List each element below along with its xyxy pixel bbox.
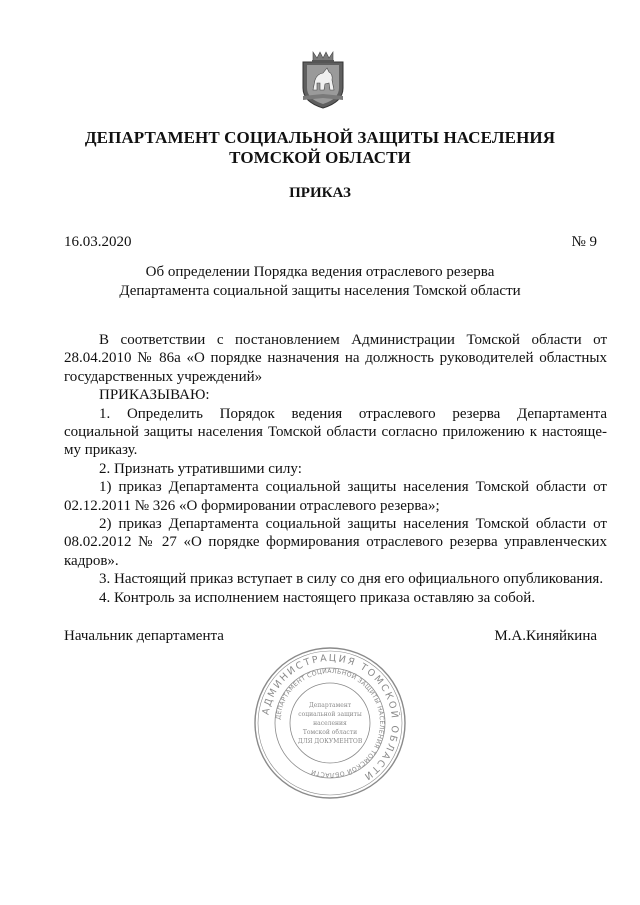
item-4: 4. Контроль за исполнением настоящего приказа оставляю за собой. <box>99 589 536 606</box>
signatory-role: Начальник департамента <box>64 628 224 644</box>
stamp-center-line1: Департамент <box>308 702 352 709</box>
coat-of-arms-icon <box>299 50 347 110</box>
department-name-line1: ДЕПАРТАМЕНТ СОЦИАЛЬНОЙ ЗАЩИТЫ НАСЕЛЕНИЯ <box>84 128 556 147</box>
document-date: 16.03.2020 <box>64 234 132 250</box>
official-stamp <box>252 645 408 801</box>
stamp-center-line2: социальной защиты <box>298 711 362 718</box>
preamble-paragraph: В соответствии с постановлением Администрации Томской области от 28.04.2010 № 86а «О порядке назначения на должность руководителей областных государственных учреждений» <box>64 332 607 385</box>
item-2: 2. Признать утратившими силу: <box>99 460 302 477</box>
stamp-inner-text: ДЕПАРТАМЕНТ СОЦИАЛЬНОЙ ЗАЩИТЫ НАСЕЛЕНИЯ ТОМСКОЙ ОБЛАСТИ <box>275 667 386 779</box>
order-word: ПРИКАЗЫВАЮ: <box>99 387 210 404</box>
document-number: № 9 <box>571 234 597 250</box>
signatory-name: М.А.Киняйкина <box>494 628 597 644</box>
item-3: 3. Настоящий приказ вступает в силу со дня его официального опубликования. <box>99 571 604 588</box>
department-name-line2: ТОМСКОЙ ОБЛАСТИ <box>229 148 411 167</box>
item-2-2: 2) приказ Департамента социальной защиты населения Томской области от 08.02.2012 № 27 «О порядке формирования отраслевого резерва управленческих кадров». <box>64 516 607 569</box>
stamp-outer-text: АДМИНИСТРАЦИЯ ТОМСКОЙ ОБЛАСТИ <box>260 652 401 783</box>
subject-line1: Об определении Порядка ведения отраслевого резерва <box>145 264 495 280</box>
document-type: ПРИКАЗ <box>289 185 351 201</box>
stamp-center-line3: населения <box>313 720 347 727</box>
stamp-center-line4: Томской области <box>302 729 358 736</box>
document-body <box>64 331 607 607</box>
item-1: 1. Определить Порядок ведения отраслевого резерва Департамента социальной защиты населения Томской области согласно приложению к настояще-му приказу. <box>64 405 607 459</box>
subject-line2: Департамента социальной защиты населения Томской области <box>119 283 521 299</box>
stamp-center-line5: ДЛЯ ДОКУМЕНТОВ <box>297 738 363 745</box>
item-2-1: 1) приказ Департамента социальной защиты населения Томской области от 02.12.2011 № 326 «О формировании отраслевого резерва»; <box>64 479 607 514</box>
